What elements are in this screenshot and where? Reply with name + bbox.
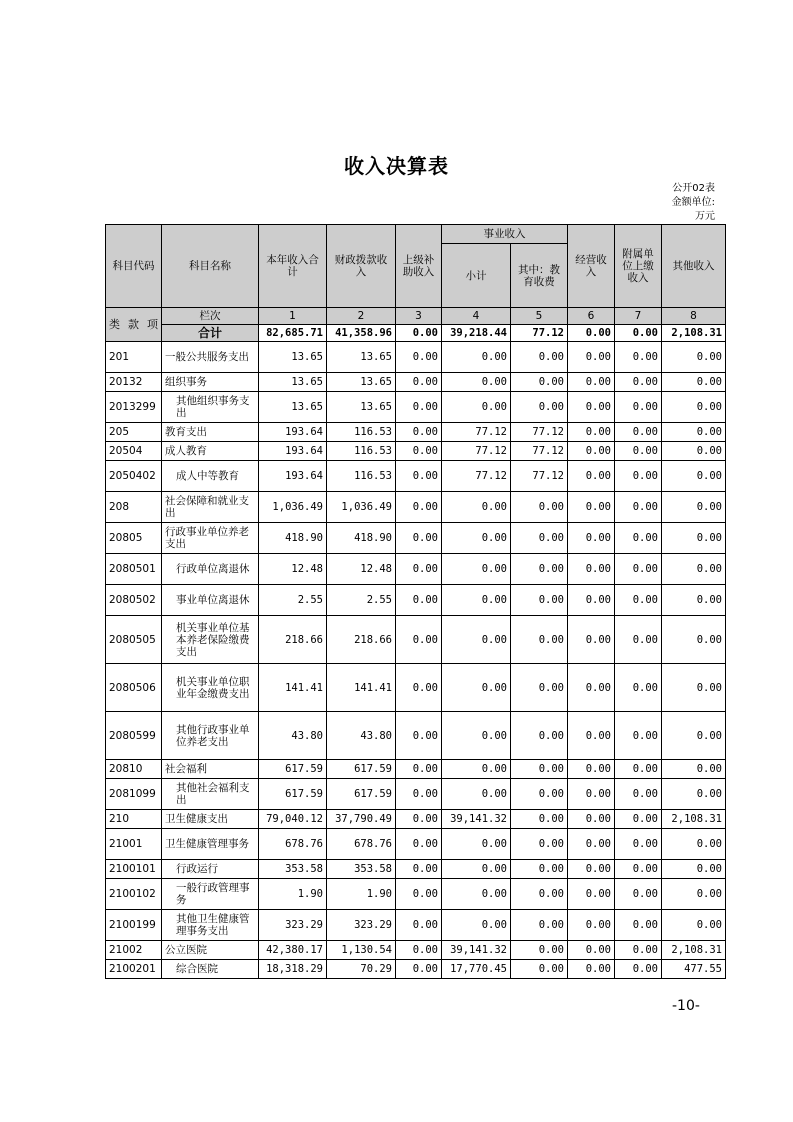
- row-value: 0.00: [396, 585, 442, 616]
- row-value: 0.00: [662, 342, 726, 373]
- row-value: 0.00: [511, 860, 568, 879]
- row-value: 77.12: [442, 423, 511, 442]
- table-row: [106, 664, 726, 712]
- row-value: 0.00: [568, 554, 615, 585]
- row-value: 0.00: [511, 712, 568, 760]
- table-row: [106, 461, 726, 492]
- row-value: 0.00: [568, 779, 615, 810]
- form-id: 公开02表: [672, 183, 715, 194]
- row-value: 0.00: [568, 910, 615, 941]
- row-value: 0.00: [442, 554, 511, 585]
- row-value: 0.00: [662, 760, 726, 779]
- row-value: 42,380.17: [259, 941, 327, 960]
- row-value: 0.00: [511, 910, 568, 941]
- total-value: 77.12: [511, 325, 568, 342]
- header-c5: 其中：教育收费: [511, 244, 568, 308]
- row-value: 0.00: [615, 616, 662, 664]
- row-value: 0.00: [511, 664, 568, 712]
- row-code: 2080599: [106, 712, 162, 760]
- table-row: [106, 760, 726, 779]
- row-value: 0.00: [615, 860, 662, 879]
- row-code: 20132: [106, 373, 162, 392]
- table-row: [106, 829, 726, 860]
- row-code: 2080501: [106, 554, 162, 585]
- row-value: 617.59: [259, 779, 327, 810]
- row-value: 0.00: [511, 779, 568, 810]
- row-value: 0.00: [615, 342, 662, 373]
- row-value: 13.65: [327, 392, 396, 423]
- col-num-2: 2: [327, 308, 396, 325]
- row-value: 0.00: [662, 423, 726, 442]
- row-value: 0.00: [442, 523, 511, 554]
- row-value: 0.00: [396, 910, 442, 941]
- row-value: 0.00: [511, 941, 568, 960]
- row-value: 0.00: [568, 760, 615, 779]
- row-value: 0.00: [662, 461, 726, 492]
- header-c4-group: 事业收入: [442, 225, 568, 244]
- total-value: 39,218.44: [442, 325, 511, 342]
- row-value: 116.53: [327, 423, 396, 442]
- row-value: 0.00: [396, 960, 442, 979]
- row-value: 0.00: [442, 492, 511, 523]
- row-name: 其他社会福利支出: [162, 779, 259, 810]
- table-row: [106, 373, 726, 392]
- row-value: 0.00: [396, 941, 442, 960]
- row-value: 0.00: [442, 910, 511, 941]
- row-value: 0.00: [568, 616, 615, 664]
- row-value: 13.65: [259, 373, 327, 392]
- row-value: 0.00: [396, 342, 442, 373]
- row-value: 0.00: [511, 810, 568, 829]
- row-value: 0.00: [568, 585, 615, 616]
- col-num-6: 6: [568, 308, 615, 325]
- row-name: 卫生健康管理事务: [162, 829, 259, 860]
- col-num-7: 7: [615, 308, 662, 325]
- header-code: 科目代码: [106, 225, 162, 308]
- row-value: 1.90: [259, 879, 327, 910]
- row-value: 0.00: [511, 616, 568, 664]
- row-value: 141.41: [327, 664, 396, 712]
- table-row: [106, 910, 726, 941]
- row-value: 77.12: [511, 461, 568, 492]
- row-value: 12.48: [259, 554, 327, 585]
- row-value: 193.64: [259, 461, 327, 492]
- row-value: 477.55: [662, 960, 726, 979]
- table-row: [106, 616, 726, 664]
- row-value: 18,318.29: [259, 960, 327, 979]
- row-code: 21001: [106, 829, 162, 860]
- row-value: 0.00: [615, 373, 662, 392]
- table-row: [106, 423, 726, 442]
- row-value: 678.76: [259, 829, 327, 860]
- row-value: 0.00: [568, 342, 615, 373]
- row-value: 0.00: [396, 554, 442, 585]
- row-value: 0.00: [615, 712, 662, 760]
- row-value: 0.00: [615, 492, 662, 523]
- row-code: 2080505: [106, 616, 162, 664]
- row-value: 0.00: [442, 779, 511, 810]
- row-value: 0.00: [615, 461, 662, 492]
- header-c6: 经营收入: [568, 225, 615, 308]
- total-value: 0.00: [615, 325, 662, 342]
- row-code: 20504: [106, 442, 162, 461]
- row-value: 0.00: [615, 442, 662, 461]
- row-value: 193.64: [259, 442, 327, 461]
- total-value: 0.00: [568, 325, 615, 342]
- income-table: [105, 224, 726, 979]
- row-code: 205: [106, 423, 162, 442]
- row-value: 0.00: [511, 492, 568, 523]
- row-value: 2.55: [259, 585, 327, 616]
- table-row: [106, 712, 726, 760]
- row-name: 其他行政事业单位养老支出: [162, 712, 259, 760]
- header-lanci: 栏次: [162, 308, 259, 325]
- row-value: 141.41: [259, 664, 327, 712]
- table-row: [106, 860, 726, 879]
- row-code: 2100199: [106, 910, 162, 941]
- row-value: 2,108.31: [662, 810, 726, 829]
- row-value: 0.00: [615, 392, 662, 423]
- row-name: 社会保障和就业支出: [162, 492, 259, 523]
- row-value: 0.00: [662, 829, 726, 860]
- row-value: 116.53: [327, 461, 396, 492]
- row-name: 其他卫生健康管理事务支出: [162, 910, 259, 941]
- row-value: 0.00: [662, 554, 726, 585]
- table-row: [106, 879, 726, 910]
- row-code: 210: [106, 810, 162, 829]
- row-value: 0.00: [662, 585, 726, 616]
- row-value: 1,036.49: [327, 492, 396, 523]
- row-code: 21002: [106, 941, 162, 960]
- row-value: 0.00: [615, 554, 662, 585]
- row-name: 一般行政管理事务: [162, 879, 259, 910]
- total-value: 82,685.71: [259, 325, 327, 342]
- row-value: 2.55: [327, 585, 396, 616]
- row-value: 0.00: [396, 616, 442, 664]
- row-value: 0.00: [568, 523, 615, 554]
- row-name: 行政事业单位养老支出: [162, 523, 259, 554]
- row-value: 0.00: [442, 392, 511, 423]
- header-name: 科目名称: [162, 225, 259, 308]
- row-value: 0.00: [511, 392, 568, 423]
- row-value: 0.00: [615, 779, 662, 810]
- row-value: 0.00: [396, 712, 442, 760]
- row-value: 0.00: [662, 523, 726, 554]
- row-value: 2,108.31: [662, 941, 726, 960]
- table-row: [106, 810, 726, 829]
- row-value: 39,141.32: [442, 941, 511, 960]
- row-value: 43.80: [259, 712, 327, 760]
- row-value: 0.00: [662, 779, 726, 810]
- row-value: 617.59: [259, 760, 327, 779]
- header-c4: 小计: [442, 244, 511, 308]
- row-value: 0.00: [615, 829, 662, 860]
- row-code: 2100101: [106, 860, 162, 879]
- row-value: 77.12: [442, 442, 511, 461]
- row-value: 77.12: [511, 423, 568, 442]
- row-value: 617.59: [327, 779, 396, 810]
- row-value: 0.00: [568, 461, 615, 492]
- row-value: 0.00: [662, 392, 726, 423]
- row-name: 行政运行: [162, 860, 259, 879]
- row-value: 0.00: [396, 779, 442, 810]
- table-row: [106, 554, 726, 585]
- row-name: 机关事业单位职业年金缴费支出: [162, 664, 259, 712]
- row-value: 43.80: [327, 712, 396, 760]
- row-code: 2080506: [106, 664, 162, 712]
- row-value: 218.66: [259, 616, 327, 664]
- row-value: 353.58: [327, 860, 396, 879]
- row-value: 0.00: [568, 492, 615, 523]
- row-value: 0.00: [568, 860, 615, 879]
- row-value: 0.00: [396, 373, 442, 392]
- col-num-3: 3: [396, 308, 442, 325]
- row-code: 2100102: [106, 879, 162, 910]
- row-value: 0.00: [442, 585, 511, 616]
- row-value: 0.00: [615, 760, 662, 779]
- row-name: 其他组织事务支出: [162, 392, 259, 423]
- row-value: 79,040.12: [259, 810, 327, 829]
- row-value: 1.90: [327, 879, 396, 910]
- row-value: 0.00: [396, 810, 442, 829]
- row-value: 0.00: [442, 664, 511, 712]
- row-value: 0.00: [568, 423, 615, 442]
- row-value: 418.90: [327, 523, 396, 554]
- table-row: [106, 342, 726, 373]
- row-value: 13.65: [327, 342, 396, 373]
- row-value: 0.00: [511, 879, 568, 910]
- row-name: 公立医院: [162, 941, 259, 960]
- row-name: 组织事务: [162, 373, 259, 392]
- table-row: [106, 523, 726, 554]
- row-value: 0.00: [615, 664, 662, 712]
- row-value: 0.00: [442, 879, 511, 910]
- row-value: 0.00: [511, 960, 568, 979]
- row-value: 0.00: [615, 423, 662, 442]
- row-value: 0.00: [511, 829, 568, 860]
- header-c7: 附属单位上缴收入: [615, 225, 662, 308]
- row-value: 0.00: [568, 829, 615, 860]
- unit-value: 万元: [695, 211, 715, 222]
- row-name: 成人中等教育: [162, 461, 259, 492]
- total-label: 合计: [162, 325, 259, 342]
- row-code: 2100201: [106, 960, 162, 979]
- table-row: [106, 492, 726, 523]
- row-value: 0.00: [568, 960, 615, 979]
- page-title: 收入决算表: [344, 154, 449, 178]
- row-value: 0.00: [396, 760, 442, 779]
- row-value: 0.00: [568, 712, 615, 760]
- row-value: 0.00: [662, 712, 726, 760]
- row-value: 0.00: [662, 492, 726, 523]
- row-value: 0.00: [442, 342, 511, 373]
- row-value: 0.00: [511, 523, 568, 554]
- row-name: 卫生健康支出: [162, 810, 259, 829]
- row-value: 0.00: [396, 879, 442, 910]
- row-name: 行政单位离退休: [162, 554, 259, 585]
- row-value: 0.00: [396, 664, 442, 712]
- total-value: 2,108.31: [662, 325, 726, 342]
- row-code: 20810: [106, 760, 162, 779]
- kind-kuan: 款: [128, 317, 139, 331]
- row-name: 事业单位离退休: [162, 585, 259, 616]
- row-value: 39,141.32: [442, 810, 511, 829]
- total-value: 0.00: [396, 325, 442, 342]
- row-value: 116.53: [327, 442, 396, 461]
- table-row: [106, 392, 726, 423]
- row-value: 0.00: [662, 664, 726, 712]
- row-code: 201: [106, 342, 162, 373]
- row-value: 0.00: [662, 860, 726, 879]
- row-value: 0.00: [662, 373, 726, 392]
- row-value: 0.00: [615, 810, 662, 829]
- row-value: 13.65: [259, 342, 327, 373]
- row-value: 617.59: [327, 760, 396, 779]
- row-name: 教育支出: [162, 423, 259, 442]
- kind-xiang: 项: [147, 317, 158, 331]
- header-c3: 上级补助收入: [396, 225, 442, 308]
- row-value: 77.12: [511, 442, 568, 461]
- header-c1: 本年收入合计: [259, 225, 327, 308]
- row-value: 0.00: [662, 442, 726, 461]
- table-row: [106, 941, 726, 960]
- row-value: 0.00: [662, 910, 726, 941]
- table-row: [106, 585, 726, 616]
- row-value: 0.00: [511, 585, 568, 616]
- row-value: 323.29: [327, 910, 396, 941]
- row-value: 0.00: [442, 373, 511, 392]
- row-value: 0.00: [396, 392, 442, 423]
- row-value: 0.00: [511, 760, 568, 779]
- row-value: 0.00: [396, 523, 442, 554]
- header-c8: 其他收入: [662, 225, 726, 308]
- row-value: 13.65: [327, 373, 396, 392]
- row-value: 0.00: [615, 879, 662, 910]
- row-code: 208: [106, 492, 162, 523]
- row-code: 2013299: [106, 392, 162, 423]
- row-code: 20805: [106, 523, 162, 554]
- table-row: [106, 779, 726, 810]
- row-value: 37,790.49: [327, 810, 396, 829]
- row-value: 0.00: [396, 442, 442, 461]
- row-value: 0.00: [615, 941, 662, 960]
- row-value: 0.00: [615, 523, 662, 554]
- row-value: 0.00: [568, 392, 615, 423]
- row-value: 0.00: [396, 829, 442, 860]
- row-value: 0.00: [615, 960, 662, 979]
- row-value: 0.00: [396, 461, 442, 492]
- row-value: 0.00: [396, 423, 442, 442]
- row-value: 0.00: [568, 941, 615, 960]
- row-value: 193.64: [259, 423, 327, 442]
- row-value: 678.76: [327, 829, 396, 860]
- row-value: 1,036.49: [259, 492, 327, 523]
- row-value: 0.00: [511, 373, 568, 392]
- row-value: 0.00: [568, 810, 615, 829]
- row-value: 0.00: [442, 712, 511, 760]
- row-value: 0.00: [396, 492, 442, 523]
- row-value: 353.58: [259, 860, 327, 879]
- row-value: 0.00: [442, 829, 511, 860]
- row-value: 0.00: [568, 442, 615, 461]
- col-num-1: 1: [259, 308, 327, 325]
- row-value: 1,130.54: [327, 941, 396, 960]
- row-value: 0.00: [442, 616, 511, 664]
- row-value: 0.00: [442, 760, 511, 779]
- unit-label: 金额单位:: [671, 197, 715, 208]
- row-value: 0.00: [511, 554, 568, 585]
- row-name: 一般公共服务支出: [162, 342, 259, 373]
- kind-cell: [106, 308, 162, 342]
- row-value: 323.29: [259, 910, 327, 941]
- col-num-5: 5: [511, 308, 568, 325]
- row-value: 0.00: [662, 879, 726, 910]
- row-name: 成人教育: [162, 442, 259, 461]
- row-name: 综合医院: [162, 960, 259, 979]
- row-value: 0.00: [615, 585, 662, 616]
- row-value: 0.00: [568, 664, 615, 712]
- row-code: 2081099: [106, 779, 162, 810]
- row-value: 418.90: [259, 523, 327, 554]
- kind-lei: 类: [109, 317, 120, 331]
- row-value: 12.48: [327, 554, 396, 585]
- row-name: 机关事业单位基本养老保险缴费支出: [162, 616, 259, 664]
- row-code: 2080502: [106, 585, 162, 616]
- col-num-4: 4: [442, 308, 511, 325]
- header-c2: 财政拨款收入: [327, 225, 396, 308]
- row-name: 社会福利: [162, 760, 259, 779]
- row-value: 0.00: [568, 373, 615, 392]
- row-value: 17,770.45: [442, 960, 511, 979]
- row-value: 0.00: [615, 910, 662, 941]
- row-value: 0.00: [396, 860, 442, 879]
- page-number: -10-: [672, 998, 700, 1014]
- row-value: 0.00: [511, 342, 568, 373]
- row-value: 70.29: [327, 960, 396, 979]
- row-value: 0.00: [662, 616, 726, 664]
- table-row: [106, 442, 726, 461]
- row-value: 0.00: [442, 860, 511, 879]
- total-value: 41,358.96: [327, 325, 396, 342]
- row-value: 0.00: [568, 879, 615, 910]
- col-num-8: 8: [662, 308, 726, 325]
- row-value: 13.65: [259, 392, 327, 423]
- row-value: 77.12: [442, 461, 511, 492]
- table-row: [106, 960, 726, 979]
- row-code: 2050402: [106, 461, 162, 492]
- row-value: 218.66: [327, 616, 396, 664]
